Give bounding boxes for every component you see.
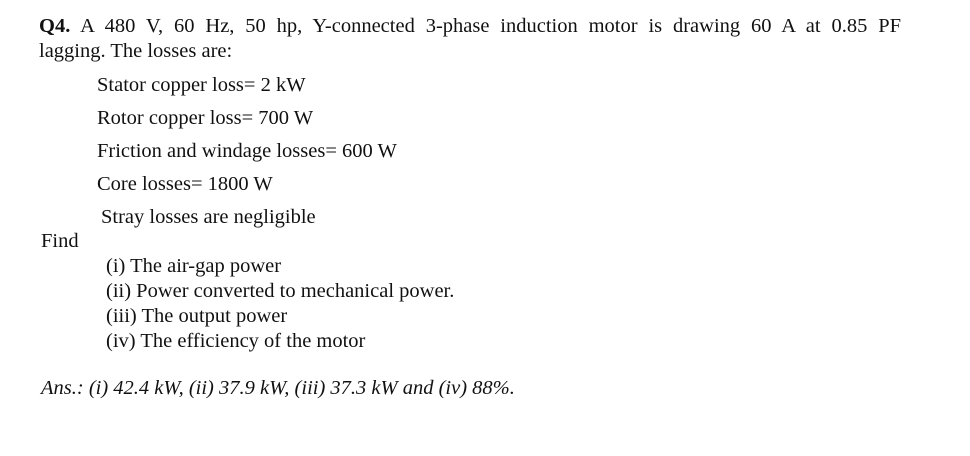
find-label: Find xyxy=(41,230,79,252)
find-item-ii: (ii) Power converted to mechanical power. xyxy=(106,280,455,302)
question-text-line-2: lagging. The losses are: xyxy=(39,40,233,62)
question-label: Q4. xyxy=(39,15,71,37)
loss-item-rotor-copper: Rotor copper loss= 700 W xyxy=(97,107,314,129)
loss-item-stray: Stray losses are negligible xyxy=(101,206,316,228)
loss-item-core: Core losses= 1800 W xyxy=(97,173,273,195)
question-line-1 xyxy=(39,14,901,38)
find-item-iv: (iv) The efficiency of the motor xyxy=(106,330,366,352)
find-item-i: (i) The air-gap power xyxy=(106,255,282,277)
answer-line: Ans.: (i) 42.4 kW, (ii) 37.9 kW, (iii) 37.3 kW and (iv) 88%. xyxy=(41,377,515,399)
question-text-line-1: A 480 V, 60 Hz, 50 hp, Y-connected 3-phase induction motor is drawing 60 A at 0.85 PF xyxy=(80,15,902,37)
loss-item-friction-windage: Friction and windage losses= 600 W xyxy=(97,140,397,162)
loss-item-stator-copper: Stator copper loss= 2 kW xyxy=(97,74,306,96)
find-item-iii: (iii) The output power xyxy=(106,305,288,327)
